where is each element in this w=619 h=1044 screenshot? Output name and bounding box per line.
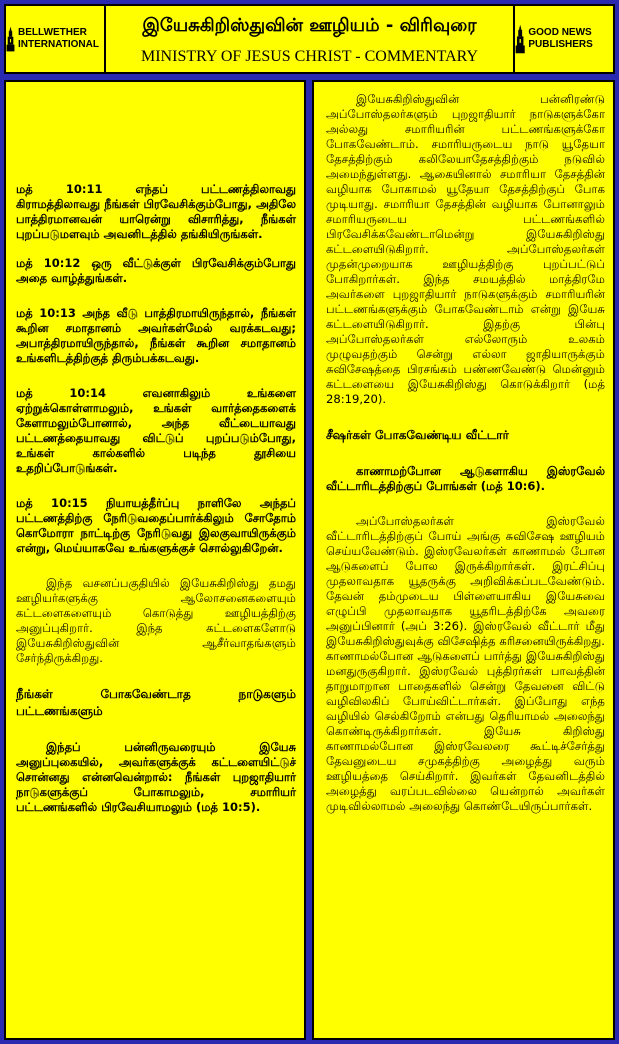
- page-title-english: MINISTRY OF JESUS CHRIST - COMMENTARY: [141, 48, 478, 65]
- verse-10-6: காணாமற்போன ஆடுகளாகிய இஸ்ரவேல் வீட்டாரிடத்திற்குப் போங்கள் (மத் 10:6).: [326, 464, 605, 493]
- commentary-paragraph: இயேசுகிறிஸ்துவின் பன்னிரண்டு அப்போஸ்தலர்களும் புறஜாதியார் நாடுகளுக்கோ அல்லது சமாரியரின் பட்டணங்களுக்கோ போகவேண்டாம். சமாரியருடைய நாடு யூதேயா தேசத்திற்கும் கலிலேயாதேசத்திற்கும் நடுவில் அமைந்துள்ளது. ஆகையினால் சமாரியா தேசத்தின் வழியாக போகாமல் யூதேயா தேசத்திற்குப் போக முடியாது. சமாரியா தேசத்தின் வழியாக போனாலும் சமாரியருடைய பட்டணங்களில் பிரவேசிக்கவேண்டாமென்று இயேசுகிறிஸ்து கட்டளையிடுகிறார். அப்போஸ்தலர்கள் முதன்முறையாக ஊழியத்திற்கு புறப்பட்டுப் போகிறார்கள். இந்த சமயத்தில் மாத்திரமே அவர்களை புறஜாதியார் நாடுகளுக்கும் சமாரியரின் பட்டணங்களுக்கும் போகவேண்டாம் என்று இயேசு கட்டளையிடுகிறார். இதற்கு பின்பு அப்போஸ்தலர்கள் எல்லோரும் உலகம் முழுவதற்கும் சென்று எல்லா ஜாதியாருக்கும் சுவிசேஷத்தை பிரசங்கம் பண்ணவேண்டு மென்னும் கட்டளையை இயேசுகிறிஸ்து கொடுக்கிறார் (மத் 28:19,20).: [326, 92, 605, 406]
- good-news-logo: [513, 6, 613, 72]
- right-column: [312, 80, 615, 1040]
- verse-10-15: மத் 10:15 நியாயத்தீர்ப்பு நாளிலே அந்தப் பட்டணத்திற்கு நேரிடுவதைப்பார்க்கிலும் சோதோம் கொமோரா நாட்டிற்கு நேரிடுவது இலகுவாயிருக்கும் என்று, மெய்யாகவே உங்களுக்குச் சொல்லுகிறேன்.: [16, 496, 296, 555]
- good-news-logo-text: GOOD NEWS PUBLISHERS: [528, 27, 593, 50]
- left-column: [4, 80, 306, 1040]
- commentary-paragraph: அப்போஸ்தலர்கள் இஸ்ரவேல் வீட்டாரிடத்திற்குப் போய் அங்கு சுவிசேஷ ஊழியம் செய்யவேண்டும். இஸ்ரவேலர்கள் காணாமல் போன ஆடுகளைப் போல இருக்கிறார்கள். இரட்சிப்பு முதலாவதாக யூதருக்கு அறிவிக்கப்படவேண்டும். தேவன் தம்முடைய பிள்ளையாகிய இயேசுவை எழுப்பி முதலாவதாக யூதரிடத்திற்கே அவரை அனுப்பினார் (அப் 3:26). இஸ்ரவேல் வீட்டார் மீது இயேசுகிறிஸ்துவுக்கு விசேஷித்த கரிசனையிருக்கிறது. காணாமல்போன ஆடுகளைப் பார்த்து இயேசுகிறிஸ்து மனதுருகுகிறார். இஸ்ரவேல் புத்திரர்கள் பாவத்தின் தாறுமாறான பாதைகளில் சென்று தேவனை விட்டு வழிவிலகிப் போய்விட்டார்கள். இப்போது எந்த வழியில் செல்கிறோம் என்பது தெரியாமல் அலைந்து கொண்டிருக்கிறார்கள். இயேசு கிறிஸ்து காணாமல்போன இஸ்ரவேலரை கூட்டிச்சேர்த்து தேவனுடைய சமுகத்திற்கு அழைத்து வரும் ஊழியத்தை செய்கிறார். இவர்கள் தேவனிடத்தில் அழைத்து வரப்படவில்லை யென்றால் அவர்கள் முடிவில்லாமல் அலைந்து கொண்டேயிருப்பார்கள்.: [326, 514, 605, 813]
- title-block: [106, 6, 513, 72]
- verse-10-11: மத் 10:11 எந்தப் பட்டணத்திலாவது கிராமத்திலாவது நீங்கள் பிரவேசிக்கும்போது, அதிலே பாத்திரமானவன் யாரென்று விசாரித்து, நீங்கள் புறப்படுமளவும் அவனிடத்தில் தங்கியிருங்கள்.: [16, 182, 296, 241]
- verse-10-12: மத் 10:12 ஒரு வீட்டுக்குள் பிரவேசிக்கும்போது அதை வாழ்த்துங்கள்.: [16, 256, 296, 285]
- bellwether-logo: [6, 6, 106, 72]
- section-heading: சீஷர்கள் போகவேண்டிய வீட்டார்: [326, 428, 509, 442]
- building-icon: [515, 17, 525, 61]
- verse-10-5: இந்தப் பன்னிருவரையும் இயேசு அனுப்புகையில், அவர்களுக்குக் கட்டளையிட்டுச் சொன்னது என்னவென்றால்: நீங்கள் புறஜாதியார் நாடுகளுக்குப் போகாமலும், சமாரியர் பட்டணங்களில் பிரவேசியாமலும் (மத் 10:5).: [16, 740, 296, 814]
- page-title-tamil: இயேசுகிறிஸ்துவின் ஊழியம் - விரிவுரை: [142, 15, 477, 36]
- building-icon: [6, 17, 15, 61]
- verse-10-14: மத் 10:14 எவனாகிலும் உங்களை ஏற்றுக்கொள்ளாமலும், உங்கள் வார்த்தைகளைக் கேளாமலும்போனால், அந்த வீட்டையாவது பட்டணத்தையாவது விட்டுப் புறப்படும்போது, உங்கள் கால்களில் படிந்த தூசியை உதறிப்போடுங்கள்.: [16, 386, 296, 475]
- section-heading: நீங்கள் போகவேண்டாத நாடுகளும் பட்டணங்களும்: [16, 687, 296, 718]
- commentary-paragraph: இந்த வசனப்பகுதியில் இயேசுகிறிஸ்து தமது ஊழியர்களுக்கு ஆலோசனைகளையும் கட்டளைகளையும் கொடுத்து ஊழியத்திற்கு அனுப்புகிறார். இந்த கட்டளைகளோடு இயேசுகிறிஸ்துவின் ஆசீர்வாதங்களும் சேர்ந்திருக்கிறது.: [16, 576, 296, 665]
- header-banner: [4, 4, 615, 74]
- verse-10-13: மத் 10:13 அந்த வீடு பாத்திரமாயிருந்தால், நீங்கள் கூறின சமாதானம் அவர்கள்மேல் வரக்கடவது; அபாத்திரமாயிருந்தால், நீங்கள் கூறின சமாதானம் உங்களிடத்திற்குத் திரும்பக்கடவது.: [16, 306, 296, 365]
- bellwether-logo-text: BELLWETHER INTERNATIONAL: [18, 27, 99, 50]
